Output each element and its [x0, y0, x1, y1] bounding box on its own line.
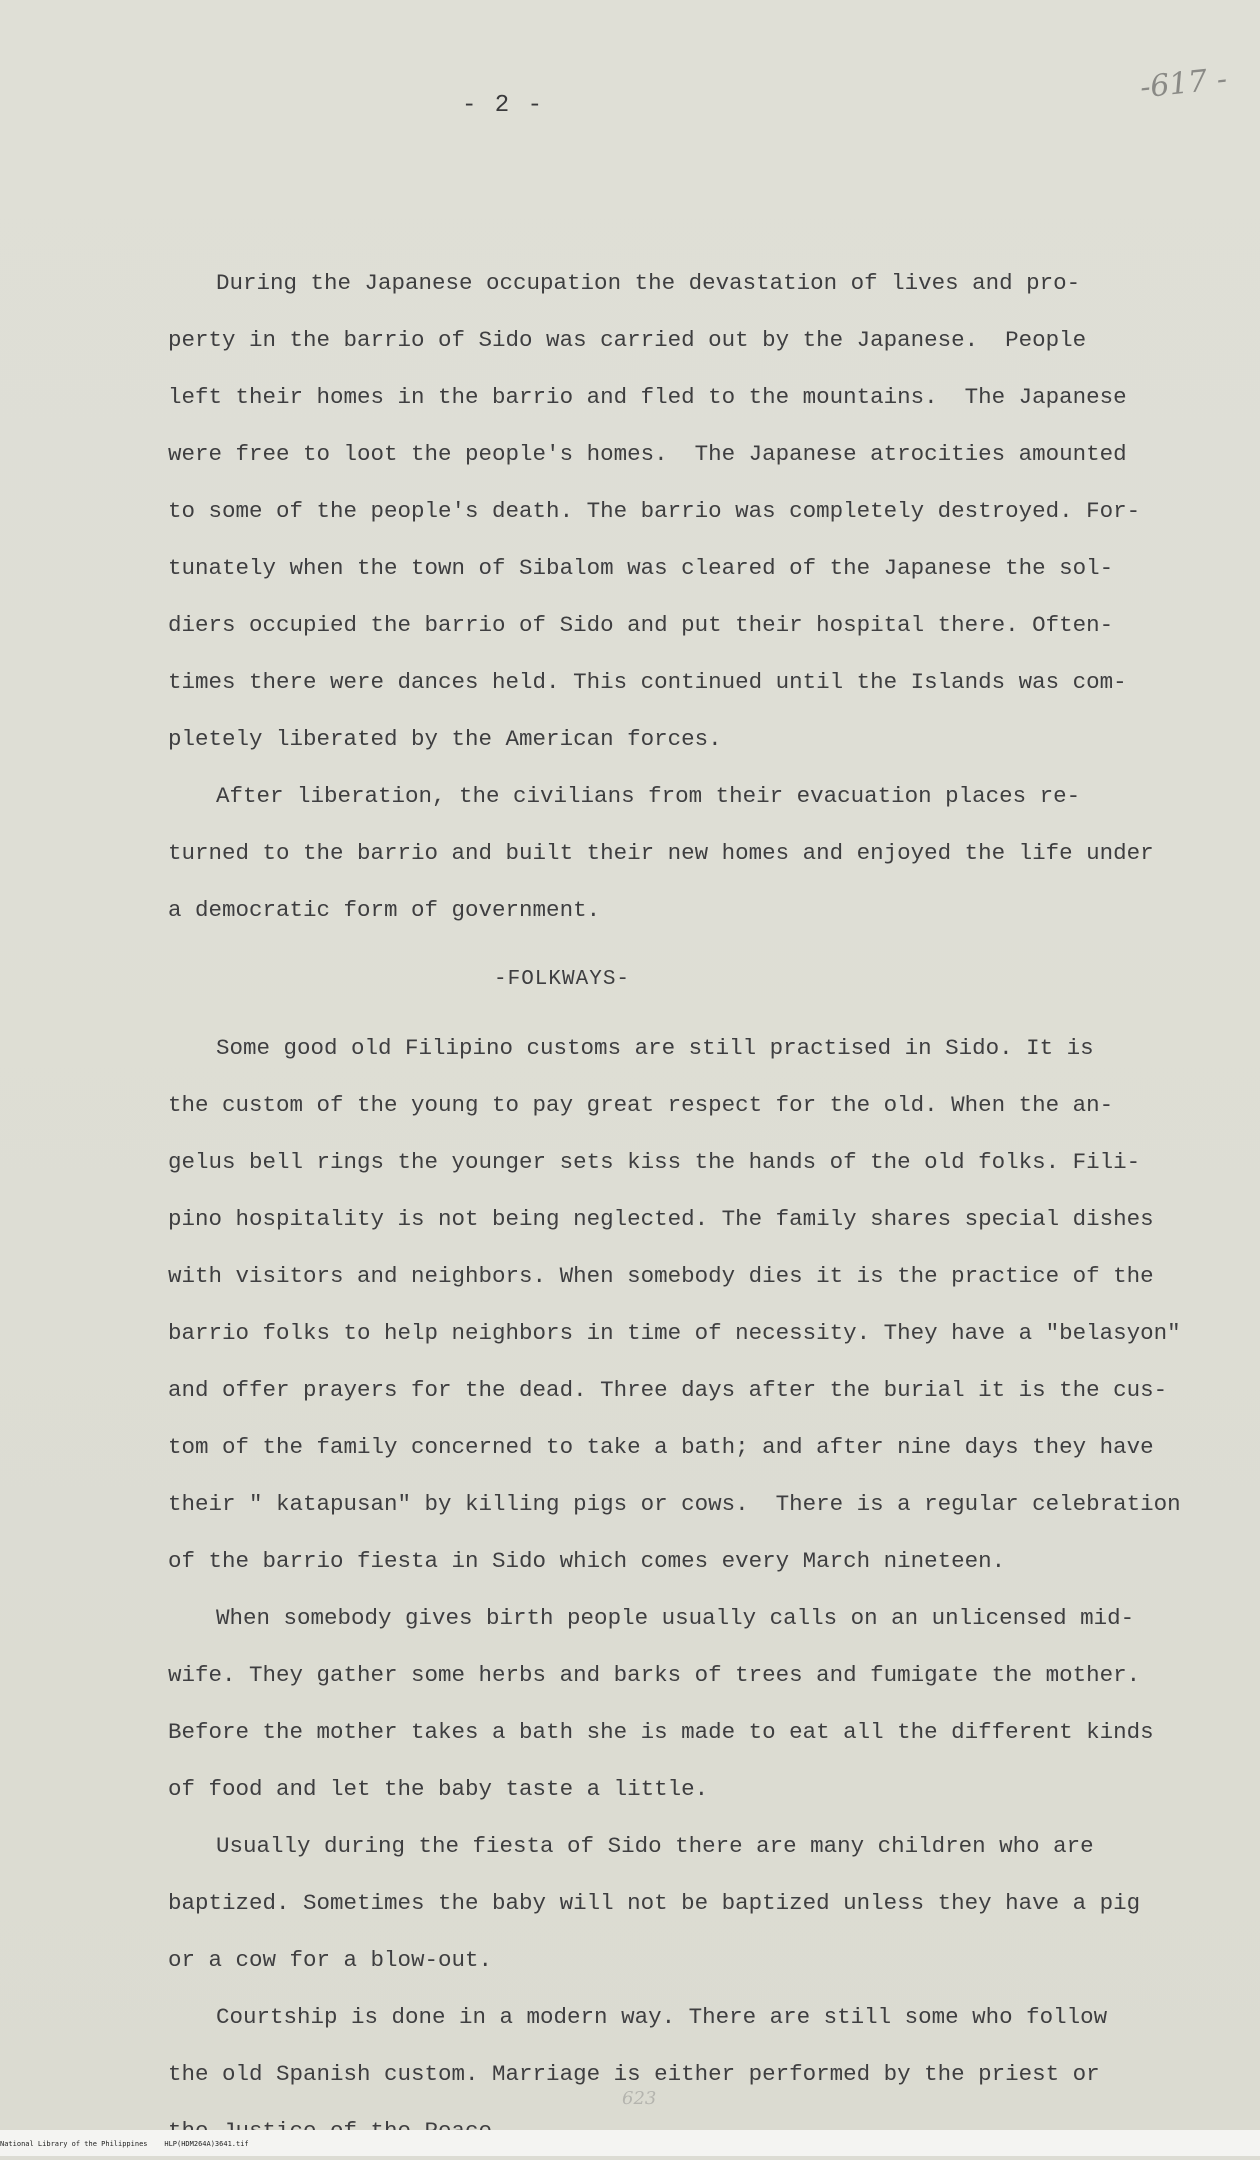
- paragraph-customs: [168, 1020, 1198, 1590]
- stamp-number: -617 -: [1138, 61, 1229, 106]
- paragraph-occupation: [168, 198, 1198, 768]
- body-text: [168, 198, 1198, 2160]
- text-line: turned to the barrio and built their new homes and enjoyed the life under: [168, 840, 1154, 866]
- text-line: were free to loot the people's homes. The Japanese atrocities amounted: [168, 441, 1127, 467]
- text-line: the custom of the young to pay great respect for the old. When the an-: [168, 1092, 1114, 1118]
- text-line: tom of the family concerned to take a bath; and after nine days they have: [168, 1434, 1154, 1460]
- text-line: Usually during the fiesta of Sido there are many children who are: [216, 1833, 1094, 1859]
- bottom-page-mark: 623: [622, 2088, 657, 2109]
- text-line: During the Japanese occupation the devastation of lives and pro-: [216, 270, 1081, 296]
- text-line: and offer prayers for the dead. Three days after the burial it is the cus-: [168, 1377, 1168, 1403]
- page-number: - 2 -: [462, 92, 545, 119]
- paragraph-birth: [168, 1590, 1198, 1818]
- text-line: After liberation, the civilians from their evacuation places re-: [216, 783, 1081, 809]
- text-line: barrio folks to help neighbors in time of necessity. They have a "belasyon": [168, 1320, 1181, 1346]
- text-line: gelus bell rings the younger sets kiss the hands of the old folks. Fili-: [168, 1149, 1141, 1175]
- text-line: their " katapusan" by killing pigs or cows. There is a regular celebration: [168, 1491, 1181, 1517]
- text-line: diers occupied the barrio of Sido and put their hospital there. Often-: [168, 612, 1114, 638]
- text-line: pletely liberated by the American forces.: [168, 726, 722, 752]
- text-line: a democratic form of government.: [168, 897, 601, 923]
- section-heading: -FOLKWAYS-: [494, 968, 631, 991]
- scan-footer: National Library of the Philippines HLP(HDM264A)3641.tif: [0, 2140, 249, 2148]
- text-line: the old Spanish custom. Marriage is either performed by the priest or: [168, 2061, 1100, 2087]
- text-line: pino hospitality is not being neglected. The family shares special dishes: [168, 1206, 1154, 1232]
- text-line: times there were dances held. This continued until the Islands was com-: [168, 669, 1127, 695]
- paragraph-liberation: [168, 768, 1198, 939]
- text-line: perty in the barrio of Sido was carried out by the Japanese. People: [168, 327, 1087, 353]
- text-line: or a cow for a blow-out.: [168, 1947, 493, 1973]
- text-line: Before the mother takes a bath she is made to eat all the different kinds: [168, 1719, 1154, 1745]
- text-line: of food and let the baby taste a little.: [168, 1776, 709, 1802]
- text-line: tunately when the town of Sibalom was cleared of the Japanese the sol-: [168, 555, 1114, 581]
- text-line: Some good old Filipino customs are still practised in Sido. It is: [216, 1035, 1094, 1061]
- text-line: When somebody gives birth people usually calls on an unlicensed mid-: [216, 1605, 1135, 1631]
- text-line: of the barrio fiesta in Sido which comes every March nineteen.: [168, 1548, 1006, 1574]
- text-line: Courtship is done in a modern way. There are still some who follow: [216, 2004, 1108, 2030]
- text-line: baptized. Sometimes the baby will not be baptized unless they have a pig: [168, 1890, 1141, 1916]
- text-line: to some of the people's death. The barrio was completely destroyed. For-: [168, 498, 1141, 524]
- text-line: left their homes in the barrio and fled to the mountains. The Japanese: [168, 384, 1127, 410]
- paragraph-baptism: [168, 1818, 1198, 1989]
- text-line: with visitors and neighbors. When somebody dies it is the practice of the: [168, 1263, 1154, 1289]
- text-line: wife. They gather some herbs and barks of trees and fumigate the mother.: [168, 1662, 1141, 1688]
